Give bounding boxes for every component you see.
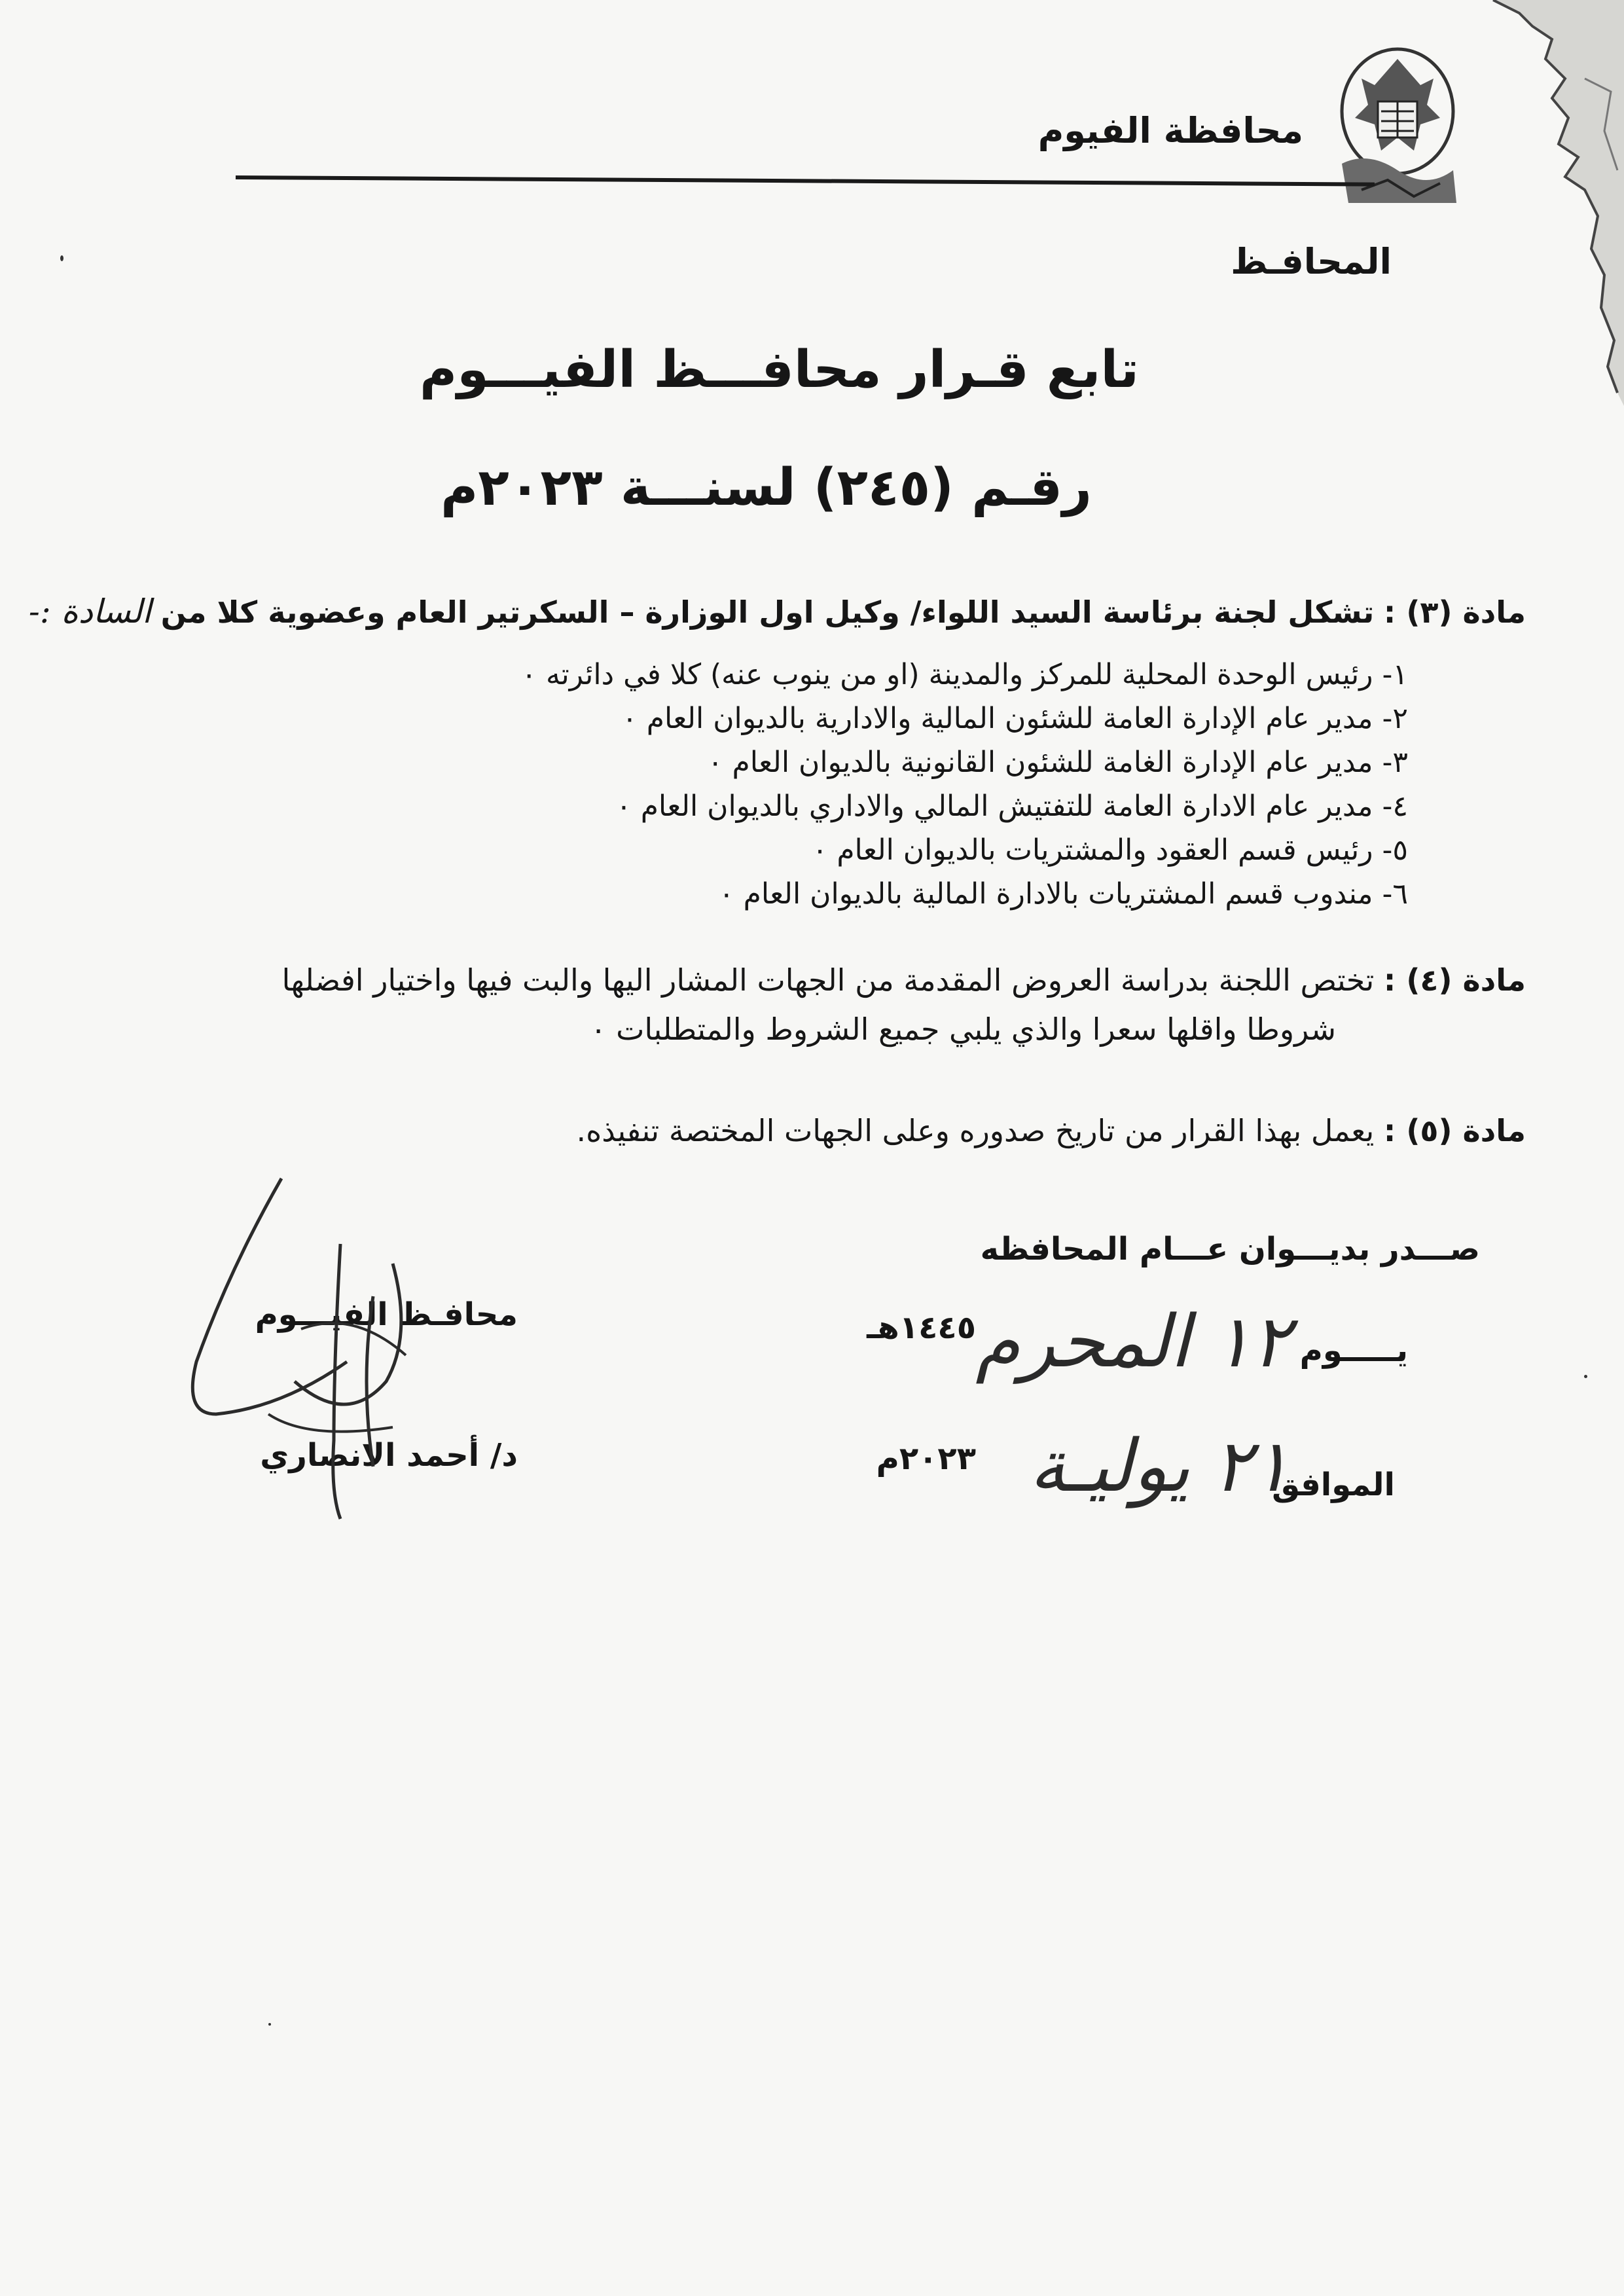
gregorian-date-handwritten: ٢١ يوليـة (1029, 1424, 1290, 1508)
issued-at: صـــدر بديـــوان عـــام المحافظه (980, 1231, 1480, 1267)
hijri-date-handwritten: ١٢ المحرم (975, 1300, 1290, 1383)
governor-label: المحافـظ (1231, 241, 1392, 282)
article-3-handwritten-note: السادة :- (28, 592, 151, 630)
scan-speck (1584, 1375, 1587, 1378)
signatory-name: د/ أحمد الانصاري (260, 1437, 518, 1474)
day-label: يـــــوم (1299, 1332, 1408, 1369)
governorate-name: محافظة الفيوم (1038, 110, 1303, 151)
article-3-item: ٦- مندوب قسم المشتريات بالادارة المالية بالديوان العام ٠ (719, 877, 1408, 911)
article-4-text: تختص اللجنة بدراسة العروض المقدمة من الجهات المشار اليها والبت فيها واختيار افضلها (281, 962, 1375, 998)
article-5-line (577, 1113, 1526, 1148)
decree-number: رقـم (٢٤٥) لسنـــة ٢٠٢٣م (441, 458, 1092, 517)
agreeing-label: الموافق (1272, 1467, 1395, 1503)
article-3-heading (29, 592, 1526, 630)
article-4-line-1 (281, 962, 1526, 998)
header-divider (236, 175, 1375, 187)
article-3-item: ٣- مدير عام الإدارة الغامة للشئون القانونية بالديوان العام ٠ (707, 746, 1408, 779)
scan-speck (60, 255, 63, 261)
article-3-text: تشكل لجنة برئاسة السيد اللواء/ وكيل اول الوزارة – السكرتير العام وعضوية كلا من (160, 594, 1375, 630)
article-3-item: ٤- مدير عام الادارة العامة للتفتيش المالي والاداري بالديوان العام ٠ (616, 790, 1408, 823)
article-3-item: ٥- رئيس قسم العقود والمشتريات بالديوان العام ٠ (812, 833, 1408, 867)
article-3-label: مادة (٣) : (1383, 594, 1526, 630)
scan-speck (268, 2023, 271, 2026)
gregorian-year: ٢٠٢٣م (876, 1440, 976, 1477)
handwritten-signature (177, 1165, 583, 1532)
hijri-year: ١٤٤٥هـ (867, 1309, 976, 1346)
article-4-label: مادة (٤) : (1383, 962, 1526, 998)
article-3-item: ١- رئيس الوحدة المحلية للمركز والمدينة (او من ينوب عنه) كلا في دائرته ٠ (521, 658, 1408, 691)
article-4-line-2: شروطا واقلها سعرا والذي يلبي جميع الشروط والمتطلبات ٠ (590, 1011, 1336, 1047)
signatory-title: محافـظ الفيـــوم (255, 1296, 518, 1333)
article-3-item: ٢- مدير عام الإدارة العامة للشئون المالية والادارية بالديوان العام ٠ (622, 702, 1408, 735)
article-5-text: يعمل بهذا القرار من تاريخ صدوره وعلى الجهات المختصة تنفيذه. (576, 1113, 1375, 1148)
article-5-label: مادة (٥) : (1383, 1113, 1526, 1148)
decree-title: تابع قـرار محافـــظ الفيـــوم (420, 340, 1139, 399)
